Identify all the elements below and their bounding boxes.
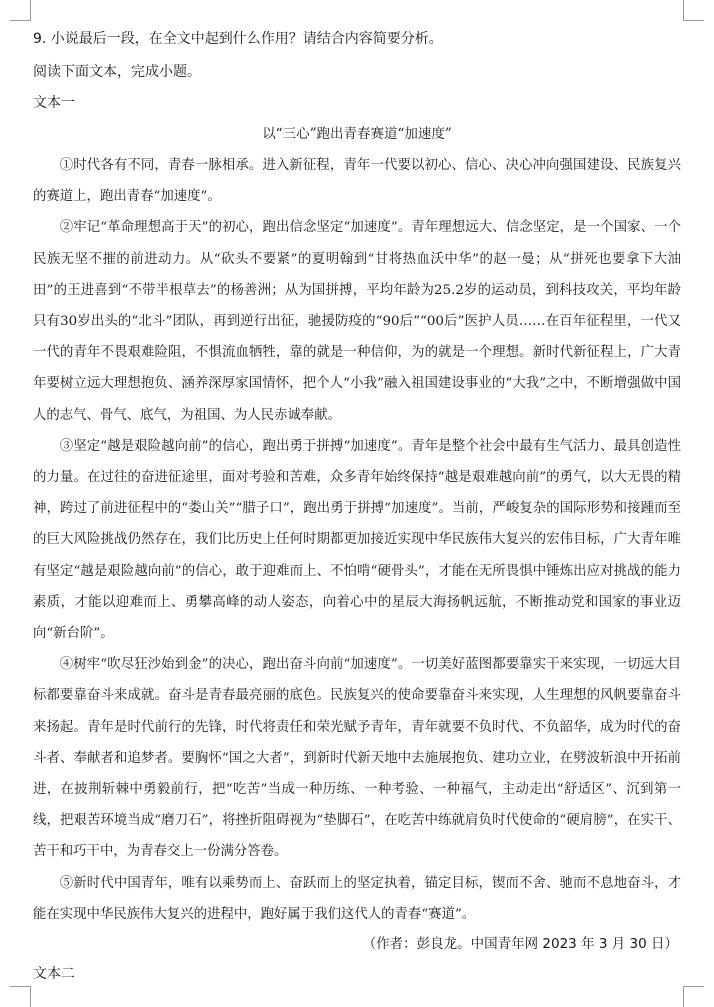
article-paragraph: ⑤新时代中国青年，唯有以乘势而上、奋跃而上的坚定执着，锚定目标，锲而不舍、驰而不息地奋斗，才能在实现中华民族伟大复兴的进程中，跑好属于我们这代人的青春“赛道”。 xyxy=(33,875,681,922)
article-title: 以“三心”跑出青春赛道“加速度” xyxy=(262,126,452,142)
article-paragraph: ④树牢“吹尽狂沙始到金”的决心，跑出奋斗向前“加速度”。一切美好蓝图都要靠实干来实现，一切远大目标都要靠奋斗来成就。奋斗是青春最亮丽的底色。民族复兴的使命要靠奋斗来实现，人生理想的风帆要靠奋斗来扬起。青年是时代前行的先锋，时代将责任和荣光赋予青年，青年就要不负时代、不负韶华，成为时代的奋斗者、奉献者和追梦者。要胸怀“国之大者”，到新时代新天地中去施展抱负、建功立业，在劈波斩浪中开拓前进，在披荆斩棘中勇毅前行，把“吃苦”当成一种历练、一种考验、一种福气，主动走出“舒适区”、沉到第一线，把艰苦环境当成“磨刀石”，将挫折阻碍视为“垫脚石”，在吃苦中练就肩负时代使命的“硬肩膀”，在实干、苦干和巧干中，为青春交上一份满分答卷。 xyxy=(33,657,681,860)
article-paragraph: ①时代各有不同，青春一脉相承。进入新征程，青年一代要以初心、信心、决心冲向强国建设、民族复兴的赛道上，跑出青春“加速度”。 xyxy=(33,158,681,205)
article-body xyxy=(33,150,681,930)
author-source-line: （作者：彭良龙。中国青年网 2023 年 3 月 30 日） xyxy=(362,936,678,952)
question-text: 9. 小说最后一段，在全文中起到什么作用？请结合内容简要分析。 xyxy=(33,31,443,47)
instruction-text: 阅读下面文本，完成小题。 xyxy=(33,64,201,80)
corner-mark-top-right xyxy=(683,0,704,21)
article-paragraph: ②牢记“革命理想高于天”的初心，跑出信念坚定“加速度”。青年理想远大、信念坚定，是一个国家、一个民族无坚不摧的前进动力。从“砍头不要紧”的夏明翰到“甘将热血沃中华”的赵一曼；从“拼死也要拿下大油田”的王进喜到“不带半根草去”的杨善洲；从为国拼搏，平均年龄为25.2岁的运动员，到科技攻关，平均年龄只有30岁出头的“北斗”团队，再到逆行出征，驰援防疫的“90后”“00后”医护人员……在百年征程里，一代又一代的青年不畏艰难险阻，不惧流血牺牲，靠的就是一种信仰，为的就是一个理想。新时代新征程上，广大青年要树立远大理想抱负、涵养深厚家国情怀，把个人“小我”融入祖国建设事业的“大我”之中，不断增强做中国人的志气、骨气、底气，为祖国、为人民赤诚奉献。 xyxy=(33,220,681,423)
article-paragraph: ③坚定“越是艰险越向前”的信心，跑出勇于拼搏“加速度”。青年是整个社会中最有生气活力、最具创造性的力量。在过往的奋进征途里，面对考验和苦难，众多青年始终保持“越是艰难越向前”的勇气，以大无畏的精神，跨过了前进征程中的“娄山关”“腊子口”，跑出勇于拼搏“加速度”。当前，严峻复杂的国际形势和接踵而至的巨大风险挑战仍然存在，我们比历史上任何时期都更加接近实现中华民族伟大复兴的宏伟目标，广大青年唯有坚定“越是艰险越向前”的信心，敢于迎难而上、不怕啃“硬骨头”，才能在无所畏惧中锤炼出应对挑战的能力素质，才能以迎难而上、勇攀高峰的动人姿态，向着心中的星辰大海扬帆远航，不断推动党和国家的事业迈向“新台阶”。 xyxy=(33,438,681,642)
text1-label: 文本一 xyxy=(33,95,75,111)
corner-mark-top-left xyxy=(10,0,31,21)
text2-label: 文本二 xyxy=(33,966,75,982)
corner-mark-bottom-right xyxy=(683,986,704,1007)
corner-mark-bottom-left xyxy=(10,986,31,1007)
